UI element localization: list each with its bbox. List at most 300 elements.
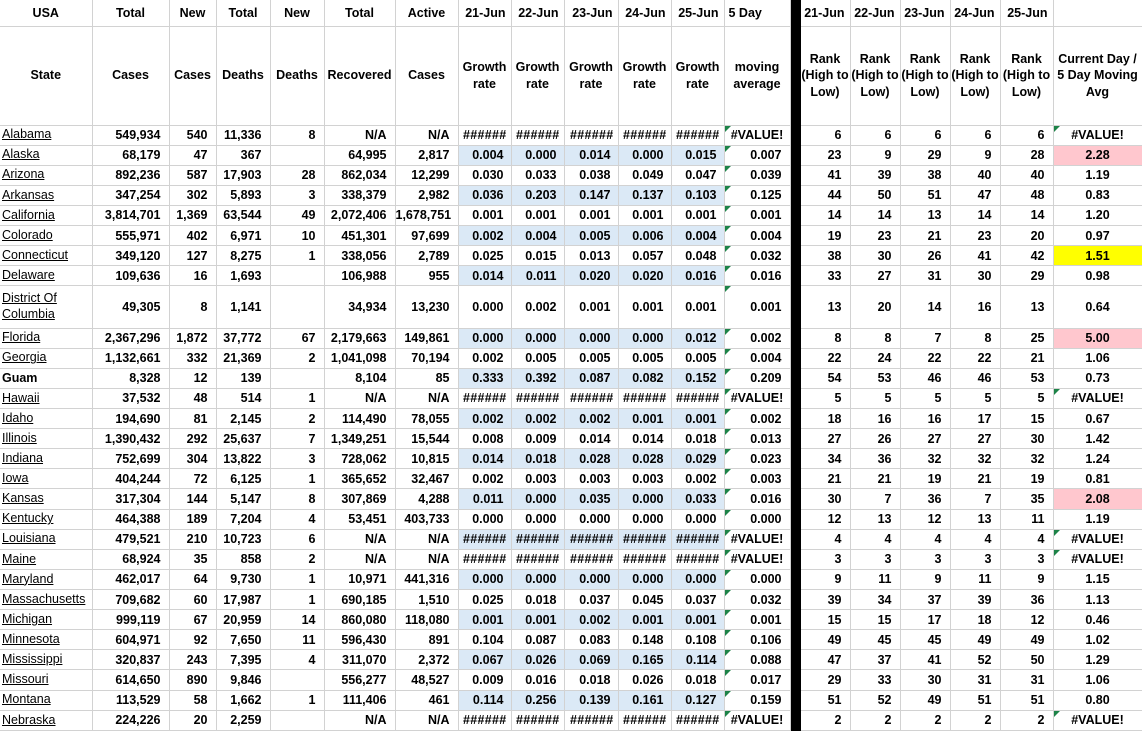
cell-total-cases[interactable]: 347,254 bbox=[92, 185, 169, 205]
cell-rank[interactable]: 31 bbox=[1000, 670, 1053, 690]
cell-rank[interactable]: 27 bbox=[850, 266, 900, 286]
cell-total-recovered[interactable]: 8,104 bbox=[324, 368, 395, 388]
cell-new-deaths[interactable]: 67 bbox=[270, 328, 324, 348]
cell-moving-average[interactable] bbox=[724, 590, 790, 610]
cell-growth-rate[interactable]: ###### bbox=[511, 529, 564, 549]
cell-ratio[interactable] bbox=[1053, 469, 1142, 489]
cell-moving-average[interactable] bbox=[724, 690, 790, 710]
cell-rank[interactable]: 47 bbox=[950, 185, 1000, 205]
cell-active-cases[interactable]: 13,230 bbox=[395, 286, 458, 328]
cell-moving-average[interactable] bbox=[724, 509, 790, 529]
cell-total-recovered[interactable]: 111,406 bbox=[324, 690, 395, 710]
cell-total-cases[interactable]: 999,119 bbox=[92, 610, 169, 630]
cell-rank[interactable]: 2 bbox=[850, 710, 900, 730]
cell-ratio[interactable] bbox=[1053, 690, 1142, 710]
cell-rank[interactable]: 16 bbox=[900, 409, 950, 429]
cell-total-cases[interactable]: 8,328 bbox=[92, 368, 169, 388]
cell-total-cases[interactable]: 349,120 bbox=[92, 246, 169, 266]
cell-rank[interactable]: 12 bbox=[1000, 610, 1053, 630]
cell-total-cases[interactable]: 68,924 bbox=[92, 549, 169, 569]
cell-growth-rate[interactable]: 0.114 bbox=[458, 690, 511, 710]
cell-new-deaths[interactable]: 3 bbox=[270, 449, 324, 469]
cell-growth-rate[interactable]: 0.018 bbox=[671, 429, 724, 449]
cell-growth-rate[interactable]: 0.000 bbox=[511, 509, 564, 529]
cell-rank[interactable]: 46 bbox=[900, 368, 950, 388]
cell-growth-rate[interactable]: 0.003 bbox=[618, 469, 671, 489]
cell-total-recovered[interactable]: 338,379 bbox=[324, 185, 395, 205]
cell-total-deaths[interactable]: 514 bbox=[216, 388, 270, 408]
cell-total-deaths[interactable]: 25,637 bbox=[216, 429, 270, 449]
cell-rank[interactable]: 9 bbox=[800, 569, 850, 589]
cell-moving-average[interactable] bbox=[724, 328, 790, 348]
cell-new-deaths[interactable] bbox=[270, 368, 324, 388]
cell-rank[interactable]: 49 bbox=[1000, 630, 1053, 650]
cell-active-cases[interactable]: 70,194 bbox=[395, 348, 458, 368]
cell-growth-rate[interactable]: 0.392 bbox=[511, 368, 564, 388]
cell-growth-rate[interactable]: 0.015 bbox=[671, 145, 724, 165]
cell-new-deaths[interactable]: 2 bbox=[270, 409, 324, 429]
cell-growth-rate[interactable]: ###### bbox=[618, 125, 671, 145]
cell-growth-rate[interactable]: 0.000 bbox=[618, 489, 671, 509]
header-new-cases-top[interactable]: New bbox=[169, 0, 216, 26]
cell-rank[interactable]: 12 bbox=[800, 509, 850, 529]
cell-total-recovered[interactable]: 2,179,663 bbox=[324, 328, 395, 348]
cell-state[interactable]: Georgia bbox=[0, 348, 92, 368]
cell-active-cases[interactable]: 403,733 bbox=[395, 509, 458, 529]
cell-total-cases[interactable]: 320,837 bbox=[92, 650, 169, 670]
cell-state[interactable]: Montana bbox=[0, 690, 92, 710]
cell-growth-rate[interactable]: 0.333 bbox=[458, 368, 511, 388]
cell-rank[interactable]: 38 bbox=[900, 165, 950, 185]
header-active-cases[interactable]: Cases bbox=[395, 26, 458, 125]
header-rank-date[interactable]: 22-Jun bbox=[850, 0, 900, 26]
cell-rank[interactable]: 15 bbox=[1000, 409, 1053, 429]
cell-rank[interactable]: 23 bbox=[850, 226, 900, 246]
cell-growth-rate[interactable]: ###### bbox=[564, 125, 618, 145]
cell-active-cases[interactable]: 78,055 bbox=[395, 409, 458, 429]
cell-rank[interactable]: 39 bbox=[950, 590, 1000, 610]
cell-rank[interactable]: 49 bbox=[800, 630, 850, 650]
cell-state[interactable]: Colorado bbox=[0, 226, 92, 246]
cell-rank[interactable]: 17 bbox=[900, 610, 950, 630]
cell-state[interactable]: Nebraska bbox=[0, 710, 92, 730]
cell-rank[interactable]: 30 bbox=[950, 266, 1000, 286]
cell-rank[interactable]: 13 bbox=[950, 509, 1000, 529]
cell-growth-rate[interactable]: 0.045 bbox=[618, 590, 671, 610]
cell-growth-rate[interactable]: ###### bbox=[458, 549, 511, 569]
cell-growth-rate[interactable]: 0.037 bbox=[671, 590, 724, 610]
cell-state[interactable]: Illinois bbox=[0, 429, 92, 449]
cell-moving-average[interactable] bbox=[724, 368, 790, 388]
cell-growth-rate[interactable]: 0.018 bbox=[671, 670, 724, 690]
cell-active-cases[interactable]: 2,789 bbox=[395, 246, 458, 266]
cell-growth-rate[interactable]: 0.014 bbox=[458, 266, 511, 286]
cell-total-deaths[interactable]: 367 bbox=[216, 145, 270, 165]
cell-moving-average[interactable] bbox=[724, 165, 790, 185]
cell-rank[interactable]: 42 bbox=[1000, 246, 1053, 266]
cell-new-cases[interactable]: 12 bbox=[169, 368, 216, 388]
cell-rank[interactable]: 51 bbox=[1000, 690, 1053, 710]
cell-rank[interactable]: 32 bbox=[950, 449, 1000, 469]
cell-total-deaths[interactable]: 2,145 bbox=[216, 409, 270, 429]
cell-total-deaths[interactable]: 9,846 bbox=[216, 670, 270, 690]
cell-active-cases[interactable]: 2,982 bbox=[395, 185, 458, 205]
cell-new-deaths[interactable]: 11 bbox=[270, 630, 324, 650]
cell-ratio[interactable] bbox=[1053, 429, 1142, 449]
cell-growth-rate[interactable]: 0.000 bbox=[618, 569, 671, 589]
header-growth-rate[interactable]: Growth rate bbox=[671, 26, 724, 125]
cell-moving-average[interactable] bbox=[724, 185, 790, 205]
cell-total-cases[interactable]: 555,971 bbox=[92, 226, 169, 246]
cell-rank[interactable]: 20 bbox=[1000, 226, 1053, 246]
cell-state[interactable]: Mississippi bbox=[0, 650, 92, 670]
cell-ratio[interactable] bbox=[1053, 368, 1142, 388]
cell-moving-average[interactable] bbox=[724, 409, 790, 429]
cell-active-cases[interactable]: 1,510 bbox=[395, 590, 458, 610]
cell-state[interactable]: Maine bbox=[0, 549, 92, 569]
cell-rank[interactable]: 5 bbox=[1000, 388, 1053, 408]
cell-new-deaths[interactable]: 8 bbox=[270, 489, 324, 509]
cell-total-cases[interactable]: 614,650 bbox=[92, 670, 169, 690]
cell-growth-rate[interactable]: 0.000 bbox=[618, 328, 671, 348]
cell-rank[interactable]: 50 bbox=[850, 185, 900, 205]
cell-rank[interactable]: 15 bbox=[800, 610, 850, 630]
cell-growth-rate[interactable]: 0.114 bbox=[671, 650, 724, 670]
cell-total-recovered[interactable]: 451,301 bbox=[324, 226, 395, 246]
cell-rank[interactable]: 9 bbox=[1000, 569, 1053, 589]
cell-new-cases[interactable]: 92 bbox=[169, 630, 216, 650]
cell-rank[interactable]: 40 bbox=[1000, 165, 1053, 185]
cell-total-deaths[interactable]: 37,772 bbox=[216, 328, 270, 348]
cell-state[interactable]: Connecticut bbox=[0, 246, 92, 266]
cell-rank[interactable]: 48 bbox=[1000, 185, 1053, 205]
cell-ratio[interactable] bbox=[1053, 670, 1142, 690]
cell-moving-average[interactable] bbox=[724, 226, 790, 246]
cell-rank[interactable]: 12 bbox=[900, 509, 950, 529]
cell-state[interactable]: Alaska bbox=[0, 145, 92, 165]
cell-growth-rate[interactable]: 0.016 bbox=[511, 670, 564, 690]
cell-total-recovered[interactable]: N/A bbox=[324, 388, 395, 408]
cell-rank[interactable]: 27 bbox=[800, 429, 850, 449]
cell-active-cases[interactable]: 10,815 bbox=[395, 449, 458, 469]
header-rank[interactable]: Rank (High to Low) bbox=[950, 26, 1000, 125]
cell-growth-rate[interactable]: 0.148 bbox=[618, 630, 671, 650]
cell-new-cases[interactable]: 35 bbox=[169, 549, 216, 569]
cell-ratio[interactable] bbox=[1053, 569, 1142, 589]
cell-total-cases[interactable]: 752,699 bbox=[92, 449, 169, 469]
header-growth-date[interactable]: 24-Jun bbox=[618, 0, 671, 26]
cell-active-cases[interactable]: 118,080 bbox=[395, 610, 458, 630]
cell-total-cases[interactable]: 113,529 bbox=[92, 690, 169, 710]
cell-rank[interactable]: 36 bbox=[900, 489, 950, 509]
cell-rank[interactable]: 14 bbox=[900, 286, 950, 328]
cell-moving-average[interactable] bbox=[724, 266, 790, 286]
cell-growth-rate[interactable]: 0.012 bbox=[671, 328, 724, 348]
cell-moving-average[interactable] bbox=[724, 489, 790, 509]
cell-total-recovered[interactable]: 307,869 bbox=[324, 489, 395, 509]
cell-moving-average[interactable] bbox=[724, 429, 790, 449]
cell-total-cases[interactable]: 224,226 bbox=[92, 710, 169, 730]
cell-rank[interactable]: 26 bbox=[850, 429, 900, 449]
cell-rank[interactable]: 52 bbox=[850, 690, 900, 710]
header-total-deaths-top[interactable]: Total bbox=[216, 0, 270, 26]
header-growth-rate[interactable]: Growth rate bbox=[458, 26, 511, 125]
cell-growth-rate[interactable]: 0.005 bbox=[564, 348, 618, 368]
cell-total-recovered[interactable]: 34,934 bbox=[324, 286, 395, 328]
cell-growth-rate[interactable]: 0.069 bbox=[564, 650, 618, 670]
cell-rank[interactable]: 51 bbox=[950, 690, 1000, 710]
cell-growth-rate[interactable]: 0.002 bbox=[511, 286, 564, 328]
cell-moving-average[interactable] bbox=[724, 246, 790, 266]
cell-growth-rate[interactable]: 0.047 bbox=[671, 165, 724, 185]
header-growth-date[interactable]: 22-Jun bbox=[511, 0, 564, 26]
cell-rank[interactable]: 33 bbox=[850, 670, 900, 690]
cell-rank[interactable]: 22 bbox=[800, 348, 850, 368]
cell-growth-rate[interactable]: 0.018 bbox=[511, 590, 564, 610]
cell-new-cases[interactable]: 292 bbox=[169, 429, 216, 449]
cell-rank[interactable]: 3 bbox=[950, 549, 1000, 569]
cell-rank[interactable]: 4 bbox=[850, 529, 900, 549]
cell-total-deaths[interactable]: 1,662 bbox=[216, 690, 270, 710]
cell-rank[interactable]: 3 bbox=[850, 549, 900, 569]
cell-active-cases[interactable]: 97,699 bbox=[395, 226, 458, 246]
cell-total-recovered[interactable]: 10,971 bbox=[324, 569, 395, 589]
cell-growth-rate[interactable]: 0.030 bbox=[458, 165, 511, 185]
header-moving-average-top[interactable]: 5 Day bbox=[724, 0, 790, 26]
cell-new-deaths[interactable]: 3 bbox=[270, 185, 324, 205]
cell-growth-rate[interactable]: 0.161 bbox=[618, 690, 671, 710]
cell-new-cases[interactable]: 210 bbox=[169, 529, 216, 549]
cell-growth-rate[interactable]: 0.011 bbox=[458, 489, 511, 509]
cell-rank[interactable]: 2 bbox=[900, 710, 950, 730]
cell-growth-rate[interactable]: 0.001 bbox=[458, 610, 511, 630]
cell-rank[interactable]: 53 bbox=[1000, 368, 1053, 388]
cell-growth-rate[interactable]: 0.014 bbox=[618, 429, 671, 449]
cell-rank[interactable]: 49 bbox=[900, 690, 950, 710]
cell-rank[interactable]: 13 bbox=[900, 205, 950, 225]
cell-growth-rate[interactable]: 0.020 bbox=[564, 266, 618, 286]
cell-new-cases[interactable]: 1,872 bbox=[169, 328, 216, 348]
cell-growth-rate[interactable]: 0.018 bbox=[511, 449, 564, 469]
cell-growth-rate[interactable]: 0.002 bbox=[458, 226, 511, 246]
cell-rank[interactable]: 18 bbox=[800, 409, 850, 429]
cell-new-deaths[interactable]: 10 bbox=[270, 226, 324, 246]
cell-state[interactable]: Maryland bbox=[0, 569, 92, 589]
cell-state[interactable]: Delaware bbox=[0, 266, 92, 286]
cell-rank[interactable]: 41 bbox=[800, 165, 850, 185]
cell-rank[interactable]: 40 bbox=[950, 165, 1000, 185]
cell-new-deaths[interactable]: 28 bbox=[270, 165, 324, 185]
header-new-deaths-top[interactable]: New bbox=[270, 0, 324, 26]
cell-growth-rate[interactable]: 0.035 bbox=[564, 489, 618, 509]
cell-new-cases[interactable]: 243 bbox=[169, 650, 216, 670]
cell-total-deaths[interactable]: 2,259 bbox=[216, 710, 270, 730]
cell-growth-rate[interactable]: 0.015 bbox=[511, 246, 564, 266]
cell-state[interactable]: Arkansas bbox=[0, 185, 92, 205]
cell-state[interactable]: Michigan bbox=[0, 610, 92, 630]
cell-growth-rate[interactable]: 0.006 bbox=[618, 226, 671, 246]
cell-growth-rate[interactable]: 0.008 bbox=[458, 429, 511, 449]
cell-ratio[interactable] bbox=[1053, 226, 1142, 246]
cell-total-cases[interactable]: 549,934 bbox=[92, 125, 169, 145]
header-total-recovered-top[interactable]: Total bbox=[324, 0, 395, 26]
header-total-cases[interactable]: Cases bbox=[92, 26, 169, 125]
cell-growth-rate[interactable]: 0.165 bbox=[618, 650, 671, 670]
cell-moving-average[interactable] bbox=[724, 125, 790, 145]
cell-state[interactable]: Minnesota bbox=[0, 630, 92, 650]
cell-new-cases[interactable]: 402 bbox=[169, 226, 216, 246]
cell-new-cases[interactable]: 332 bbox=[169, 348, 216, 368]
cell-ratio[interactable] bbox=[1053, 328, 1142, 348]
cell-growth-rate[interactable]: ###### bbox=[458, 710, 511, 730]
cell-growth-rate[interactable]: 0.000 bbox=[458, 286, 511, 328]
cell-active-cases[interactable]: 2,372 bbox=[395, 650, 458, 670]
cell-rank[interactable]: 28 bbox=[1000, 145, 1053, 165]
cell-total-deaths[interactable]: 6,125 bbox=[216, 469, 270, 489]
cell-growth-rate[interactable]: ###### bbox=[671, 710, 724, 730]
cell-ratio[interactable] bbox=[1053, 145, 1142, 165]
cell-rank[interactable]: 22 bbox=[900, 348, 950, 368]
cell-growth-rate[interactable]: 0.203 bbox=[511, 185, 564, 205]
cell-rank[interactable]: 19 bbox=[1000, 469, 1053, 489]
cell-growth-rate[interactable]: 0.000 bbox=[511, 145, 564, 165]
cell-rank[interactable]: 21 bbox=[950, 469, 1000, 489]
cell-total-cases[interactable]: 2,367,296 bbox=[92, 328, 169, 348]
cell-new-cases[interactable]: 144 bbox=[169, 489, 216, 509]
cell-growth-rate[interactable]: 0.009 bbox=[511, 429, 564, 449]
cell-rank[interactable]: 44 bbox=[800, 185, 850, 205]
cell-rank[interactable]: 14 bbox=[850, 205, 900, 225]
cell-growth-rate[interactable]: 0.005 bbox=[564, 226, 618, 246]
cell-growth-rate[interactable]: 0.001 bbox=[618, 286, 671, 328]
cell-ratio[interactable] bbox=[1053, 388, 1142, 408]
cell-rank[interactable]: 26 bbox=[900, 246, 950, 266]
cell-rank[interactable]: 16 bbox=[950, 286, 1000, 328]
cell-total-recovered[interactable]: N/A bbox=[324, 549, 395, 569]
cell-total-recovered[interactable]: 862,034 bbox=[324, 165, 395, 185]
cell-state[interactable]: Alabama bbox=[0, 125, 92, 145]
header-rank-date[interactable]: 23-Jun bbox=[900, 0, 950, 26]
cell-total-cases[interactable]: 109,636 bbox=[92, 266, 169, 286]
cell-ratio[interactable] bbox=[1053, 125, 1142, 145]
cell-rank[interactable]: 54 bbox=[800, 368, 850, 388]
header-total-deaths[interactable]: Deaths bbox=[216, 26, 270, 125]
cell-rank[interactable]: 6 bbox=[900, 125, 950, 145]
cell-rank[interactable]: 21 bbox=[800, 469, 850, 489]
cell-total-cases[interactable]: 1,132,661 bbox=[92, 348, 169, 368]
cell-rank[interactable]: 8 bbox=[950, 328, 1000, 348]
cell-ratio[interactable] bbox=[1053, 449, 1142, 469]
cell-growth-rate[interactable]: 0.001 bbox=[618, 610, 671, 630]
cell-rank[interactable]: 37 bbox=[850, 650, 900, 670]
cell-total-deaths[interactable]: 7,650 bbox=[216, 630, 270, 650]
cell-growth-rate[interactable]: 0.028 bbox=[564, 449, 618, 469]
cell-new-deaths[interactable]: 8 bbox=[270, 125, 324, 145]
cell-rank[interactable]: 32 bbox=[1000, 449, 1053, 469]
cell-total-recovered[interactable]: 596,430 bbox=[324, 630, 395, 650]
cell-growth-rate[interactable]: 0.000 bbox=[618, 509, 671, 529]
cell-rank[interactable]: 38 bbox=[800, 246, 850, 266]
cell-active-cases[interactable]: N/A bbox=[395, 710, 458, 730]
cell-new-deaths[interactable]: 1 bbox=[270, 569, 324, 589]
cell-total-recovered[interactable]: N/A bbox=[324, 125, 395, 145]
cell-growth-rate[interactable]: 0.003 bbox=[511, 469, 564, 489]
cell-growth-rate[interactable]: 0.000 bbox=[618, 145, 671, 165]
cell-growth-rate[interactable]: ###### bbox=[671, 549, 724, 569]
cell-new-deaths[interactable] bbox=[270, 286, 324, 328]
cell-active-cases[interactable]: 85 bbox=[395, 368, 458, 388]
cell-growth-rate[interactable]: 0.137 bbox=[618, 185, 671, 205]
cell-growth-rate[interactable]: 0.049 bbox=[618, 165, 671, 185]
cell-rank[interactable]: 8 bbox=[850, 328, 900, 348]
cell-rank[interactable]: 31 bbox=[900, 266, 950, 286]
cell-new-cases[interactable]: 81 bbox=[169, 409, 216, 429]
cell-growth-rate[interactable]: 0.001 bbox=[671, 205, 724, 225]
cell-moving-average[interactable] bbox=[724, 348, 790, 368]
cell-total-recovered[interactable]: 690,185 bbox=[324, 590, 395, 610]
cell-growth-rate[interactable]: 0.029 bbox=[671, 449, 724, 469]
cell-growth-rate[interactable]: 0.033 bbox=[671, 489, 724, 509]
cell-growth-rate[interactable]: 0.001 bbox=[511, 610, 564, 630]
cell-total-recovered[interactable]: 114,490 bbox=[324, 409, 395, 429]
cell-rank[interactable]: 7 bbox=[900, 328, 950, 348]
cell-rank[interactable]: 4 bbox=[900, 529, 950, 549]
cell-total-recovered[interactable]: 338,056 bbox=[324, 246, 395, 266]
cell-growth-rate[interactable]: ###### bbox=[511, 125, 564, 145]
cell-rank[interactable]: 14 bbox=[1000, 205, 1053, 225]
cell-total-cases[interactable]: 3,814,701 bbox=[92, 205, 169, 225]
cell-rank[interactable]: 4 bbox=[950, 529, 1000, 549]
cell-new-deaths[interactable]: 2 bbox=[270, 348, 324, 368]
cell-growth-rate[interactable]: 0.067 bbox=[458, 650, 511, 670]
header-growth-rate[interactable]: Growth rate bbox=[564, 26, 618, 125]
cell-growth-rate[interactable]: ###### bbox=[511, 388, 564, 408]
cell-growth-rate[interactable]: 0.000 bbox=[671, 509, 724, 529]
cell-growth-rate[interactable]: 0.108 bbox=[671, 630, 724, 650]
cell-rank[interactable]: 23 bbox=[950, 226, 1000, 246]
header-growth-rate[interactable]: Growth rate bbox=[618, 26, 671, 125]
header-rank[interactable]: Rank (High to Low) bbox=[850, 26, 900, 125]
cell-total-recovered[interactable]: 2,072,406 bbox=[324, 205, 395, 225]
cell-moving-average[interactable] bbox=[724, 529, 790, 549]
cell-total-recovered[interactable]: 53,451 bbox=[324, 509, 395, 529]
cell-total-deaths[interactable]: 20,959 bbox=[216, 610, 270, 630]
cell-growth-rate[interactable]: 0.020 bbox=[618, 266, 671, 286]
cell-growth-rate[interactable]: 0.003 bbox=[564, 469, 618, 489]
cell-total-cases[interactable]: 68,179 bbox=[92, 145, 169, 165]
cell-growth-rate[interactable]: ###### bbox=[458, 388, 511, 408]
cell-ratio[interactable] bbox=[1053, 286, 1142, 328]
cell-rank[interactable]: 41 bbox=[900, 650, 950, 670]
cell-moving-average[interactable] bbox=[724, 710, 790, 730]
header-growth-date[interactable]: 23-Jun bbox=[564, 0, 618, 26]
cell-rank[interactable]: 5 bbox=[950, 388, 1000, 408]
cell-growth-rate[interactable]: 0.009 bbox=[458, 670, 511, 690]
cell-rank[interactable]: 47 bbox=[800, 650, 850, 670]
cell-rank[interactable]: 5 bbox=[800, 388, 850, 408]
cell-ratio[interactable] bbox=[1053, 165, 1142, 185]
cell-rank[interactable]: 21 bbox=[900, 226, 950, 246]
cell-rank[interactable]: 41 bbox=[950, 246, 1000, 266]
cell-new-cases[interactable]: 189 bbox=[169, 509, 216, 529]
cell-ratio[interactable] bbox=[1053, 529, 1142, 549]
cell-growth-rate[interactable]: ###### bbox=[458, 529, 511, 549]
cell-rank[interactable]: 51 bbox=[900, 185, 950, 205]
cell-growth-rate[interactable]: 0.005 bbox=[618, 348, 671, 368]
cell-total-deaths[interactable]: 63,544 bbox=[216, 205, 270, 225]
cell-total-cases[interactable]: 194,690 bbox=[92, 409, 169, 429]
cell-new-cases[interactable]: 127 bbox=[169, 246, 216, 266]
